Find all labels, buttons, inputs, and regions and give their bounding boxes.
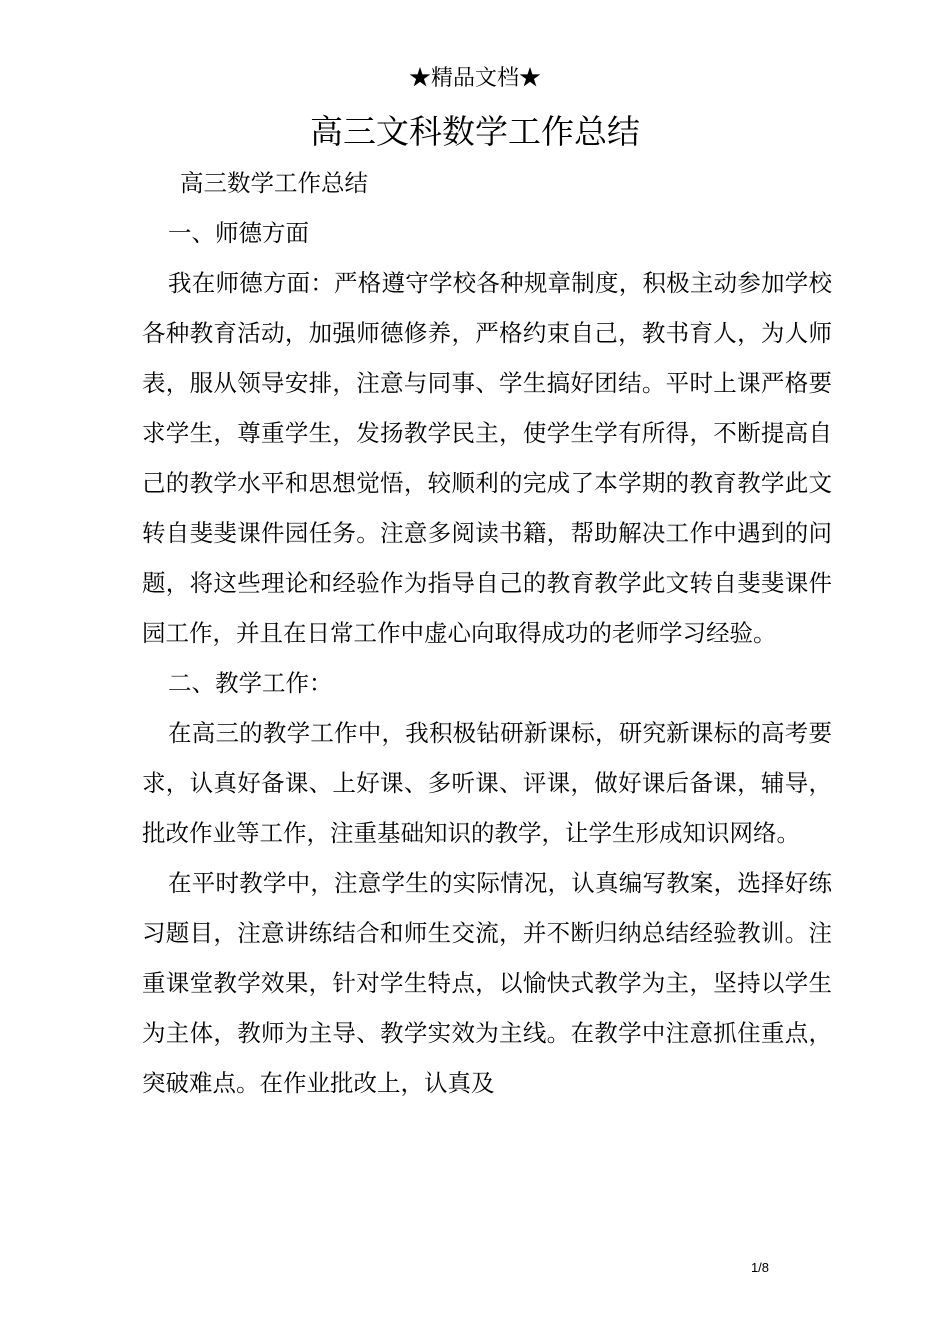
document-title: 高三文科数学工作总结 <box>310 112 640 151</box>
paragraph-ethics: 我在师德方面：严格遵守学校各种规章制度，积极主动参加学校各种教育活动，加强师德修养，严格约束自己，教书育人，为人师表，服从领导安排，注意与同事、学生搞好团结。平时上课严格要求学生，尊重学生，发扬教学民主，使学生学有所得，不断提高自己的教学水平和思想觉悟，较顺利的完成了本学期的教育教学此文转自斐斐课件园任务。注意多阅读书籍，帮助解决工作中遇到的问题，将这些理论和经验作为指导自己的教育教学此文转自斐斐课件园工作，并且在日常工作中虚心向取得成功的老师学习经验。 <box>142 269 832 647</box>
document-subtitle: 高三数学工作总结 <box>180 169 368 197</box>
document-body <box>142 158 832 1108</box>
section-heading-teaching: 二、教学工作： <box>168 669 333 697</box>
section-heading-ethics: 一、师德方面 <box>168 219 309 247</box>
page-number: 1/8 <box>750 1260 770 1275</box>
paragraph-teaching-1: 在高三的教学工作中，我积极钻研新课标，研究新课标的高考要求，认真好备课、上好课、多听课、评课，做好课后备课，辅导，批改作业等工作，注重基础知识的教学，让学生形成知识网络。 <box>142 719 832 847</box>
page-header: ★精品文档★ <box>408 66 541 91</box>
paragraph-teaching-2: 在平时教学中，注意学生的实际情况，认真编写教案，选择好练习题目，注意讲练结合和师生交流，并不断归纳总结经验教训。注重课堂教学效果，针对学生特点，以愉快式教学为主，坚持以学生为主体，教师为主导、教学实效为主线。在教学中注意抓住重点，突破难点。在作业批改上，认真及 <box>142 869 832 1097</box>
